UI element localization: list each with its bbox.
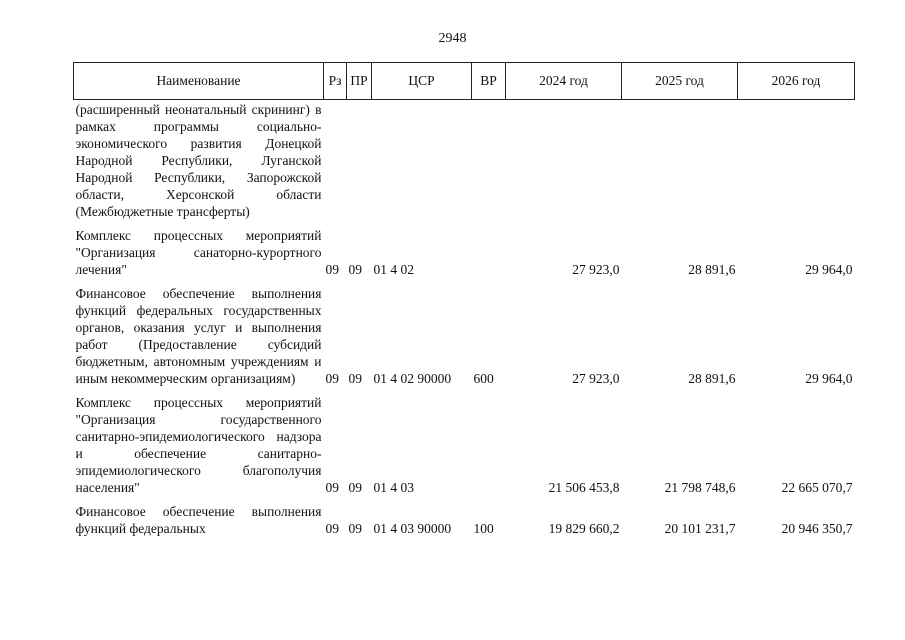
- row-vr: 600: [473, 371, 494, 386]
- table-row: [74, 227, 855, 278]
- row-2025: 28 891,6: [688, 371, 736, 386]
- row-vr: [472, 394, 506, 496]
- header-2025: 2025 год: [622, 63, 738, 100]
- row-rz: 09: [325, 480, 339, 495]
- row-name: Финансовое обеспечение выполнения функций федеральных государственных органов, оказания услуг и выполнения работ (Предоставление субсидий бюджетным, автономным учреждениям и иным некоммерческим организациям): [75, 286, 322, 386]
- row-rz: 09: [325, 521, 339, 536]
- header-vr: ВР: [472, 63, 506, 100]
- row-2026: 29 964,0: [805, 262, 853, 277]
- row-csr: 01 4 02 90000: [373, 371, 452, 386]
- row-pr: [347, 100, 372, 221]
- row-2024: 27 923,0: [572, 371, 620, 386]
- table-row: [74, 394, 855, 496]
- row-2026: [738, 100, 855, 221]
- row-2025: 28 891,6: [688, 262, 736, 277]
- row-csr: 01 4 02: [373, 262, 414, 277]
- row-name: Комплекс процессных мероприятий "Организация государственного санитарно-эпидемиологического надзора и обеспечение санитарно-эпидемиологического благополучия населения": [75, 395, 322, 495]
- row-pr: 09: [348, 521, 362, 536]
- row-name: Финансовое обеспечение выполнения функций федеральных: [75, 504, 322, 536]
- row-2025: 20 101 231,7: [664, 521, 736, 536]
- row-pr: 09: [348, 371, 362, 386]
- page-number: 2948: [438, 31, 467, 46]
- table-row: [74, 503, 855, 537]
- row-2024: [506, 100, 622, 221]
- table-header-row: [74, 63, 855, 100]
- row-pr: 09: [348, 480, 362, 495]
- header-name: Наименование: [74, 63, 324, 100]
- table-row: [74, 100, 855, 221]
- row-2026: 22 665 070,7: [781, 480, 853, 495]
- budget-table: [73, 62, 855, 537]
- row-csr: 01 4 03 90000: [373, 521, 452, 536]
- row-2025: 21 798 748,6: [664, 480, 736, 495]
- row-2026: 29 964,0: [805, 371, 853, 386]
- row-rz: 09: [325, 262, 339, 277]
- header-rz: Рз: [324, 63, 347, 100]
- row-2024: 21 506 453,8: [548, 480, 620, 495]
- row-name: Комплекс процессных мероприятий "Организация санаторно-курортного лечения": [75, 228, 322, 277]
- header-2026: 2026 год: [738, 63, 855, 100]
- row-csr: [372, 100, 472, 221]
- row-2024: 27 923,0: [572, 262, 620, 277]
- row-vr: 100: [473, 521, 494, 536]
- row-name: (расширенный неонатальный скрининг) в рамках программы социально-экономического развития Донецкой Народной Республики, Луганской Народной Республики, Запорожской области, Херсонской области (Межбюджетные трансферты): [75, 102, 322, 219]
- row-rz: [324, 100, 347, 221]
- row-vr: [472, 100, 506, 221]
- header-csr: ЦСР: [372, 63, 472, 100]
- row-vr: [472, 227, 506, 278]
- header-pr: ПР: [347, 63, 372, 100]
- table-row: [74, 285, 855, 387]
- row-2026: 20 946 350,7: [781, 521, 853, 536]
- row-2025: [622, 100, 738, 221]
- row-csr: 01 4 03: [373, 480, 414, 495]
- header-2024: 2024 год: [506, 63, 622, 100]
- row-2024: 19 829 660,2: [548, 521, 620, 536]
- row-pr: 09: [348, 262, 362, 277]
- row-rz: 09: [325, 371, 339, 386]
